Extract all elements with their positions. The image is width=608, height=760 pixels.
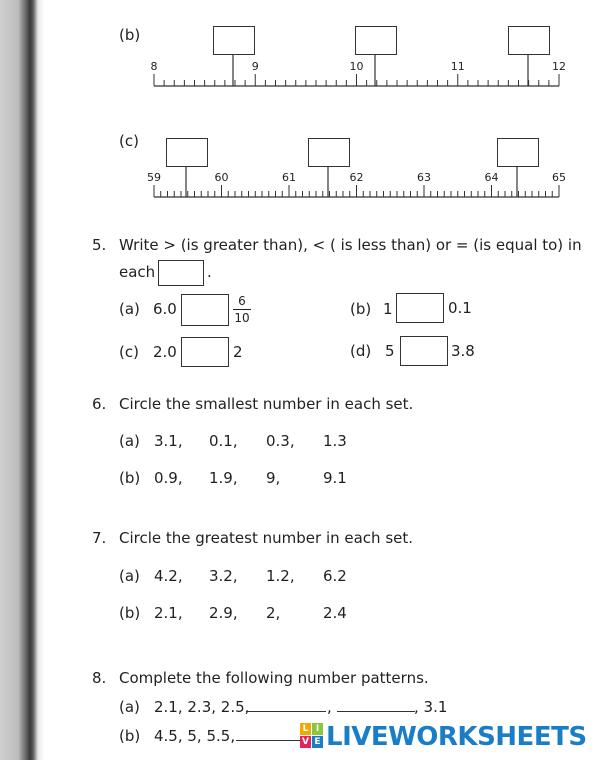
logo-letter-i: I bbox=[312, 723, 323, 735]
ruler-c-tick-label: 60 bbox=[214, 171, 229, 184]
q6a-option-1[interactable]: 3.1, bbox=[154, 432, 183, 450]
logo-letter-v: V bbox=[300, 736, 311, 748]
q7-number: 7. bbox=[92, 529, 107, 547]
q8a-label: (a) bbox=[119, 698, 140, 716]
q5a-fraction-denominator: 10 bbox=[234, 311, 250, 325]
q8b-blank-1[interactable] bbox=[236, 726, 300, 741]
q5c-right: 2 bbox=[233, 343, 243, 361]
q6b-option-1[interactable]: 0.9, bbox=[154, 469, 183, 487]
q7a-label: (a) bbox=[119, 567, 140, 585]
ruler-c-tick-label: 61 bbox=[282, 171, 296, 184]
q7-instruction: Circle the greatest number in each set. bbox=[119, 529, 414, 547]
q6a-label: (a) bbox=[119, 432, 140, 450]
q7a-option-3[interactable]: 1.2, bbox=[266, 567, 295, 585]
q6a-option-3[interactable]: 0.3, bbox=[266, 432, 295, 450]
ruler-c-tick-label: 59 bbox=[147, 171, 161, 184]
q5c-left: 2.0 bbox=[153, 343, 177, 361]
q5a-label: (a) bbox=[119, 300, 140, 318]
q5b-answer-box[interactable] bbox=[396, 293, 444, 323]
liveworksheets-watermark: LIVEWORKSHEETS bbox=[326, 722, 587, 752]
q5d-right: 3.8 bbox=[451, 342, 475, 360]
q8-instruction: Complete the following number patterns. bbox=[119, 669, 429, 687]
ruler-c-tick-label: 65 bbox=[552, 171, 566, 184]
ruler-c-tick-label: 63 bbox=[417, 171, 431, 184]
q5b-left: 1 bbox=[383, 300, 393, 318]
q5-instruction-line1: Write > (is greater than), < ( is less than) or = (is equal to) in bbox=[119, 236, 582, 254]
q6b-option-3[interactable]: 9, bbox=[266, 469, 281, 487]
q5a-fraction-numerator: 6 bbox=[238, 294, 246, 308]
q6-instruction: Circle the smallest number in each set. bbox=[119, 395, 414, 413]
q8a-separator: , bbox=[327, 698, 332, 716]
ruler-c-tick-label: 62 bbox=[349, 171, 364, 184]
q5a-fraction bbox=[233, 294, 251, 325]
q8-number: 8. bbox=[92, 669, 107, 687]
q7a-option-4[interactable]: 6.2 bbox=[323, 567, 347, 585]
q8a-end: , 3.1 bbox=[414, 698, 448, 716]
q7b-option-2[interactable]: 2.9, bbox=[209, 604, 238, 622]
q5b-label: (b) bbox=[350, 300, 372, 318]
ruler-b-tick-label: 8 bbox=[150, 60, 158, 73]
liveworksheets-logo-icon bbox=[300, 723, 324, 749]
q5c-answer-box[interactable] bbox=[181, 337, 229, 367]
q5d-answer-box[interactable] bbox=[400, 336, 448, 366]
q6a-option-4[interactable]: 1.3 bbox=[323, 432, 347, 450]
q5-instruction-line2: each bbox=[119, 263, 156, 281]
ruler-b-tick-label: 9 bbox=[251, 60, 259, 73]
q5a-left: 6.0 bbox=[153, 300, 177, 318]
q8a-given: 2.1, 2.3, 2.5, bbox=[154, 698, 250, 716]
q5b-right: 0.1 bbox=[448, 299, 472, 317]
q8a-blank-1[interactable] bbox=[246, 697, 326, 712]
q5-example-box bbox=[158, 260, 204, 286]
q6-number: 6. bbox=[92, 395, 107, 413]
q5a-answer-box[interactable] bbox=[181, 294, 229, 326]
q7a-option-2[interactable]: 3.2, bbox=[209, 567, 238, 585]
q7b-label: (b) bbox=[119, 604, 141, 622]
q5a-fraction-bar bbox=[233, 309, 251, 310]
ruler-c-tick-label: 64 bbox=[484, 171, 499, 184]
ruler-b-tick-label: 10 bbox=[349, 60, 364, 73]
q7b-option-1[interactable]: 2.1, bbox=[154, 604, 183, 622]
q6b-label: (b) bbox=[119, 469, 141, 487]
q5-number: 5. bbox=[92, 236, 107, 254]
q6b-option-4[interactable]: 9.1 bbox=[323, 469, 347, 487]
q5c-label: (c) bbox=[119, 343, 139, 361]
q8a-blank-2[interactable] bbox=[337, 697, 415, 712]
q8b-given: 4.5, 5, 5.5, bbox=[154, 727, 236, 745]
logo-letter-e: E bbox=[312, 736, 323, 748]
q8b-label: (b) bbox=[119, 727, 141, 745]
q5d-left: 5 bbox=[385, 342, 395, 360]
q7b-option-3[interactable]: 2, bbox=[266, 604, 281, 622]
q7b-option-4[interactable]: 2.4 bbox=[323, 604, 347, 622]
q6b-option-2[interactable]: 1.9, bbox=[209, 469, 238, 487]
ruler-b-label: (b) bbox=[119, 26, 141, 44]
ruler-b-tick-label: 12 bbox=[552, 60, 566, 73]
q7a-option-1[interactable]: 4.2, bbox=[154, 567, 183, 585]
q5-period: . bbox=[207, 263, 212, 281]
ruler-b-tick-label: 11 bbox=[450, 60, 465, 73]
logo-letter-l: L bbox=[300, 723, 311, 735]
q6a-option-2[interactable]: 0.1, bbox=[209, 432, 238, 450]
q5d-label: (d) bbox=[350, 342, 372, 360]
ruler-c-label: (c) bbox=[119, 132, 139, 150]
number-line-c bbox=[0, 0, 608, 210]
